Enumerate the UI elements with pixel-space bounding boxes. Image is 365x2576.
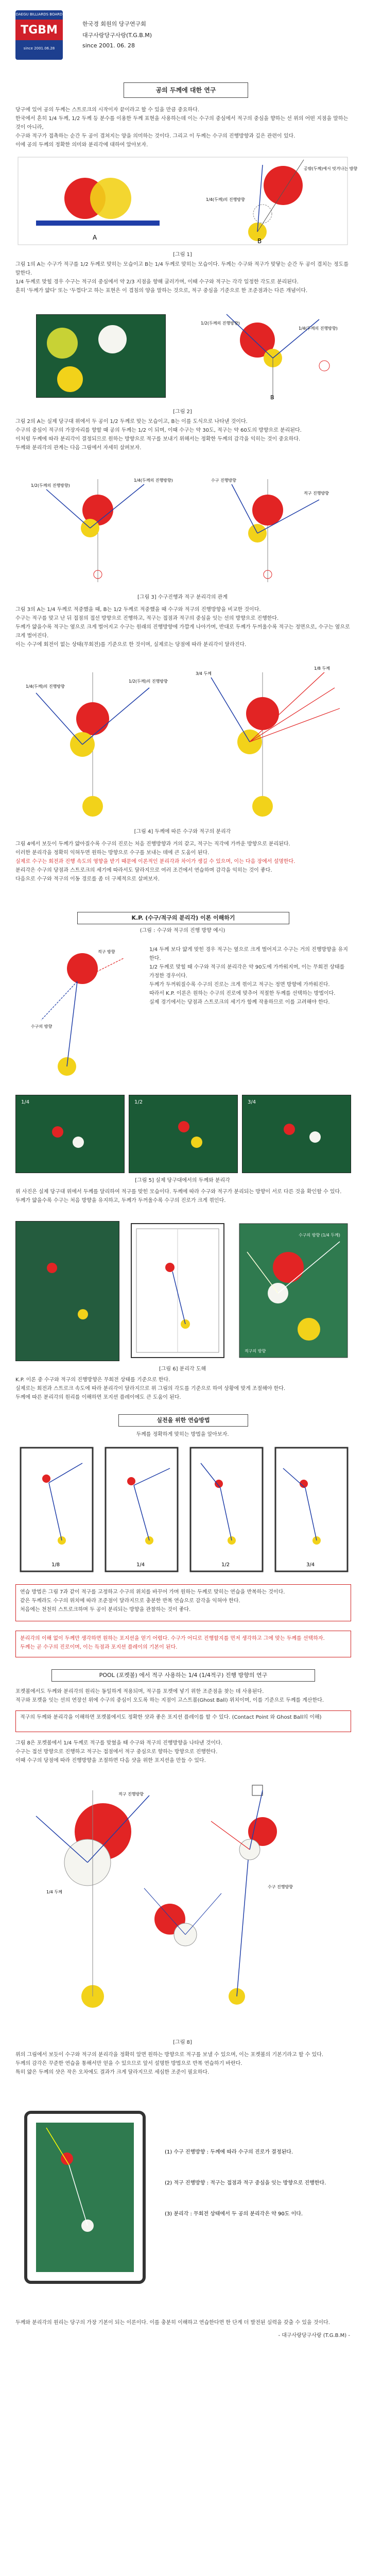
photo-3-white (309, 1131, 321, 1143)
svg-text:수구 진행방향: 수구 진행방향 (268, 1885, 293, 1889)
figure-1 (15, 155, 358, 247)
kp-note-1: 수구의 방향 (31, 1024, 53, 1029)
photo-ball-1 (47, 328, 78, 359)
start-ball-a (82, 796, 103, 817)
photo-2-label: 1/2 (134, 1099, 143, 1105)
red-para-2-line: 두께는 곧 수구의 진로이며, 이는 득점과 포지션 플레이의 기본이 된다. (20, 1645, 178, 1650)
photo-2-yellow (191, 1137, 202, 1148)
header (15, 10, 355, 67)
svg-text:1/2: 1/2 (221, 1562, 230, 1568)
para-11-line: 특히 얇은 두께의 샷은 작은 오차에도 결과가 크게 달라지므로 세심한 조준이 필요하다. (15, 2070, 210, 2075)
para-10-line: 수구는 접선 방향으로 진행하고 적구는 접점에서 적구 중심으로 향하는 방향으로 진행한다. (15, 1749, 218, 1755)
para-4-line: 이는 수구에 회전이 없는 상태(무회전)를 기준으로 한 것이며, 실제로는 당점에 따라 분리각이 달라진다. (15, 642, 247, 648)
para-3-line: 이처럼 두께에 따라 분리각이 결정되므로 원하는 방향으로 적구를 보내기 위해서는 정확한 두께의 감각을 익히는 것이 중요하다. (15, 436, 301, 442)
svg-text:1/4: 1/4 (136, 1562, 145, 1568)
figure-2-caption: [그림 2] (173, 409, 192, 415)
figure-4-note-2: 1/2(두께)의 진행방향 (129, 679, 168, 684)
para-8 (15, 1376, 350, 1402)
red-para-1-line: 같은 두께라도 수구의 위치에 따라 조준점이 달라지므로 충분한 반복 연습으로 감각을 익혀야 한다. (20, 1598, 240, 1604)
svg-text:(2) 적구 진행방향 : 적구는 접점과 적구 중심을 잇: (2) 적구 진행방향 : 적구는 접점과 적구 중심을 잇는 방향으로 진행한다. (165, 2180, 326, 2186)
para-3 (15, 417, 350, 452)
figure-8 (15, 1775, 350, 2032)
photo-1 (15, 1095, 125, 1173)
photo-1-white (73, 1137, 84, 1148)
intro-line: 이에 공의 두께의 정확한 의미와 분리각에 대하여 알아보자. (15, 142, 148, 148)
para-4-line: 수구는 적구를 맞고 난 뒤 접점의 접선 방향으로 진행하고, 적구는 접점과 적구의 중심을 잇는 선의 방향으로 진행한다. (15, 616, 279, 621)
svg-text:1/4 두께: 1/4 두께 (46, 1890, 62, 1894)
figure-3 (15, 464, 350, 587)
para-3-line: 그림 2의 A는 실제 당구대 위에서 두 공이 1/2 두께로 맞는 모습이고, B는 이를 도식으로 나타낸 것이다. (15, 419, 248, 425)
para-4-line: 두께가 얇을수록 적구는 옆으로 크게 벌어지고 수구는 원래의 진행방향에 가깝게 나아가며, 반대로 두께가 두꺼울수록 적구는 정면으로, 수구는 옆으로 크게 벌어진다. (15, 624, 350, 639)
svg-text:1/8: 1/8 (51, 1562, 60, 1568)
figure-3-note-3: 적구 진행방향 (304, 491, 329, 496)
photo-3-label: 3/4 (248, 1099, 256, 1105)
intro-line: 한국에서 흔히 1/4 두께, 1/2 두께 등 분수를 이용한 두께 표현을 사용하는데 이는 수구의 중심에서 적구의 중심을 향하는 선 위의 어떤 지점을 말하는 것이 아니라, (15, 116, 349, 130)
cue-path (41, 981, 77, 1020)
red-ball-b (252, 495, 283, 526)
para-2 (15, 260, 350, 295)
practice-table-4 (275, 1448, 347, 1571)
para-5 (15, 840, 350, 884)
kp-text (149, 945, 350, 1007)
section-pool-title: POOL (포켓볼) 에서 적구 사용하는 1/4 (1/4적구) 진행 방향의 연구 (51, 1669, 315, 1682)
section-kp-title: K.P. (수구/적구의 분리각) 이론 이해하기 (77, 912, 289, 924)
photo-3 (242, 1095, 351, 1173)
photo-1-red (52, 1126, 63, 1138)
para-2-line: 1/4 두께로 맞힐 경우 수구는 적구의 중심에서 약 2/3 지점을 향해 굴러가며, 이때 수구와 적구는 각각 일정한 각도로 분리된다. (15, 279, 299, 285)
figure-3-note-1: 1/4(두께의 진행방향) (134, 478, 173, 483)
org-line-3: since 2001. 06. 28 (82, 42, 135, 49)
final-figure (15, 2092, 350, 2308)
para-4-line: 그림 3의 A는 1/4 두께로 적중했을 때, B는 1/2 두께로 적중했을 때 수구와 적구의 진행방향을 비교한 것이다. (15, 607, 261, 613)
para-5-line: 그림 4에서 보듯이 두께가 얇아질수록 수구의 진로는 처음 진행방향과 거의 같고, 적구는 직각에 가까운 방향으로 분리된다. (15, 841, 290, 847)
para-4 (15, 605, 350, 649)
photos-caption: [그림 5] 실제 당구대에서의 두께와 분리각 (135, 1178, 230, 1183)
para-10-line: 그림 8은 포켓볼에서 1/4 두께로 적구를 맞혔을 때 수구와 적구의 진행방향을 나타낸 것이다. (15, 1740, 222, 1746)
svg-text:(3) 분리각 : 무회전 상태에서 두 공의 분리각은 약: (3) 분리각 : 무회전 상태에서 두 공의 분리각은 약 90도 이다. (165, 2211, 303, 2217)
para-7-line: 위 사진은 실제 당구대 위에서 두께를 달리하여 적구를 맞힌 모습이다. 두께에 따라 수구와 적구가 분리되는 방향이 서로 다른 것을 확인할 수 있다. (15, 1189, 342, 1195)
figure-1-label-b: B (257, 238, 262, 245)
practice-table-3 (190, 1448, 263, 1571)
para-2-line: 그림 1의 A는 수구가 적구를 1/2 두께로 맞히는 모습이고 B는 1/4 두께로 맞히는 모습이다. 두께는 수구와 적구가 맞닿는 순간 두 공이 겹치는 정도를 말한다. (15, 262, 349, 276)
para-9-line: 적구와 포켓을 잇는 선의 연장선 위에 수구의 중심이 오도록 하는 지점이 고스트볼(Ghost Ball) 위치이며, 이를 기준으로 두께를 계산한다. (15, 1698, 324, 1703)
red-para-1-line: 연습 방법은 그림 7과 같이 적구를 고정하고 수구의 위치를 바꾸어 가며 원하는 두께로 맞히는 연습을 반복하는 것이다. (20, 1589, 285, 1595)
kp2-note-2: 적구의 방향 (245, 1349, 266, 1353)
photo-ball-2 (98, 325, 127, 353)
figure-3-caption: [그림 3] 수구진행과 적구 분리각의 관계 (137, 595, 228, 600)
org-info (82, 20, 152, 52)
practice-tables (15, 1443, 350, 1577)
para-2-line: 흔히 '두께가 얇다' 또는 '두껍다'고 하는 표현은 이 겹침의 양을 말하는 것으로, 적구 중심을 기준으로 한 조준점과는 다른 개념이다. (15, 288, 308, 294)
aim-line (67, 981, 77, 1066)
figure-2-diagram (196, 309, 350, 402)
photo-3-red (284, 1124, 295, 1135)
table-red-ball (165, 1263, 175, 1272)
photo-1-label: 1/4 (21, 1099, 30, 1105)
practice-red-box-1 (15, 1584, 351, 1621)
kp-text-line: 실제 경기에서는 당점과 스트로크의 세기가 함께 작용하므로 이를 고려해야 한다. (149, 999, 330, 1005)
club-logo (15, 10, 63, 60)
figure-4-note-1: 1/4(두께)의 진행방향 (26, 684, 65, 689)
pool-red-box (15, 1710, 351, 1732)
photo-2-red (178, 1121, 189, 1132)
section-practice-title: 실전을 위한 연습방법 (118, 1414, 248, 1427)
pool-red-text: 적구의 두께와 분리각을 이해하면 포켓볼에서도 정확한 샷과 좋은 포지션 플레이를 할 수 있다. (Contact Point 와 Ghost Ball의 이해) (20, 1715, 322, 1720)
figure-1-note-a: 공밖(두께)에서 빗겨나는 방향 (304, 166, 358, 171)
figure-2-note-1: 1/4(두께의 진행방향) (299, 326, 338, 331)
figure-2-photo (36, 314, 166, 398)
kp-figure (21, 938, 134, 1082)
svg-text:3/4: 3/4 (306, 1562, 315, 1568)
red-ball-b (264, 166, 303, 205)
table-diagram (129, 1221, 227, 1360)
para-10 (15, 1739, 350, 1765)
closing-signature: - 대구사랑당구사랑 (T.G.B.M) - (278, 2333, 350, 2338)
practice-table-1 (21, 1448, 93, 1571)
intro-line: 수구와 적구가 접촉하는 순간 두 공이 겹쳐지는 양을 의미하는 것이다. 그리고 이 두께는 수구의 진행방향과 깊은 관련이 있다. (15, 133, 296, 139)
org-line-1: 한국경 회원의 당구연구회 (82, 21, 146, 27)
kp-text-line: 1/2 두께로 맞힐 때 수구와 적구의 분리각은 약 90도에 가까워지며, 이는 무회전 상태를 가정한 경우이다. (149, 964, 345, 979)
figure-4-note-3: 1/8 두께 (314, 666, 330, 671)
figure-4-caption: [그림 4] 두께에 따른 수구와 적구의 분리각 (134, 829, 231, 835)
red-ball-a (76, 702, 109, 735)
final-notes (165, 2148, 326, 2217)
red-ball-b (246, 697, 279, 730)
red-ball (67, 953, 98, 984)
para-6-line: 분리각은 수구의 당점과 스트로크의 세기에 따라서도 달라지므로 여러 조건에서 연습하며 감각을 익히는 것이 좋다. (15, 868, 272, 873)
intro-line: 당구에 있어 공의 두께는 스트로크의 시작이자 끝이라고 할 수 있을 만큼 중요하다. (15, 107, 199, 113)
figure-1-label-a: A (93, 234, 97, 241)
table-photo-yellow (78, 1309, 88, 1319)
cloth (239, 1224, 347, 1358)
figure-8-center-balls (144, 1888, 221, 1946)
org-line-2: 대구사랑당구사랑(T.G.B.M) (82, 32, 152, 39)
para-5-red-line: 실제로 수구는 회전과 진행 속도의 영향을 받기 때문에 이론적인 분리각과 차이가 생길 수 있으며, 이는 다음 장에서 설명한다. (15, 859, 296, 865)
para-7-line: 두께가 얇을수록 수구는 처음 방향을 유지하고, 두께가 두꺼울수록 수구의 진로가 크게 꺾인다. (15, 1198, 226, 1204)
figure-4 (15, 657, 350, 822)
closing-line: 두께와 분리각의 원리는 당구의 가장 기본이 되는 이론이다. 이를 충분히 이해하고 연습한다면 한 단계 더 발전된 실력을 갖출 수 있을 것이다. (15, 2320, 330, 2326)
figure-2-label-b: B (270, 394, 274, 401)
kp-diagram-2 (237, 1221, 350, 1360)
start-ball-b (252, 796, 273, 817)
figure-4-note-4: 3/4 두께 (196, 671, 212, 676)
para-8-line: 실제로는 회전과 스트로크 속도에 따라 분리각이 달라지므로 위 그림의 각도를 기준으로 하여 상황에 맞게 조절해야 한다. (15, 1386, 286, 1392)
kp-note-2: 적구 방향 (98, 950, 115, 954)
red-para-2-line: 분리각의 이해 없이 두께만 생각하면 원하는 포지션을 얻기 어렵다. 수구가 어디로 진행할지를 먼저 생각하고 그에 맞는 두께를 선택하자. (20, 1636, 325, 1641)
section-kp-subtitle: (그림 : 수구와 적구의 진행 방향 예시) (140, 928, 225, 934)
figure-1-note-b: 1/4(두께)의 진행방향 (206, 197, 245, 202)
table-figure-caption: [그림 6] 분리각 도해 (159, 1366, 206, 1372)
para-11-line: 두께의 감각은 꾸준한 연습을 통해서만 얻을 수 있으므로 앞서 설명한 방법으로 반복 연습하기 바란다. (15, 2061, 242, 2066)
para-3-line: 수구의 중심이 적구의 가장자리를 향할 때 공의 두께는 1/2 이 되며, 이때 수구는 약 30도, 적구는 약 60도의 방향으로 분리된다. (15, 428, 302, 433)
practice-red-text-1 (20, 1588, 346, 1614)
para-10-line: 이때 수구의 당점에 따라 진행방향을 조절하면 다음 샷을 위한 포지션을 만들 수 있다. (15, 1758, 206, 1764)
target-mark (319, 361, 329, 371)
practice-subtitle: 두께를 정확하게 맞히는 방법을 알아보자. (136, 1432, 229, 1437)
path-a-2 (36, 693, 82, 744)
figure-8-left (36, 1790, 149, 2008)
para-7 (15, 1188, 350, 1205)
figure-8-right (211, 1785, 293, 2005)
path-b-4 (211, 677, 250, 742)
practice-red-box-2 (15, 1631, 351, 1657)
para-5-line: 이러한 분리각을 정확히 익혀두면 원하는 방향으로 수구를 보내는 데에 큰 도움이 된다. (15, 850, 210, 856)
table-photo (15, 1221, 119, 1361)
kp-text-line: 따라서 K.P. 이론은 원하는 수구의 진로에 맞추어 적절한 두께를 선택하는 방법이다. (149, 991, 336, 996)
kp2-note-1: 수구의 방향 (1/4 두께) (299, 1233, 340, 1238)
svg-text:(1) 수구 진행방향 : 두께에 따라 수구의 진로가 결: (1) 수구 진행방향 : 두께에 따라 수구의 진로가 결정된다. (165, 2149, 293, 2155)
cushion-a (36, 221, 160, 226)
figure-2-note-2: 1/2(두께의 진행방향) (201, 321, 240, 326)
para-8-line: K.P. 이론 중 수구와 적구의 진행방향은 무회전 상태를 기준으로 한다. (15, 1377, 170, 1383)
kp-text-line: 두께가 두꺼워질수록 수구의 진로는 크게 꺾이고 적구는 정면 방향에 가까워진다. (149, 982, 330, 988)
figure-3-note-2: 1/2(두께의 진행방향) (31, 483, 70, 488)
red-ball (273, 1252, 304, 1283)
red-para-1-line: 처음에는 천천히 스트로크하며 두 공이 분리되는 방향을 관찰하는 것이 좋다. (20, 1607, 191, 1613)
svg-text:적구 진행방향: 적구 진행방향 (118, 1792, 144, 1797)
yellow-ball (298, 1318, 320, 1341)
figure-1-caption: [그림 1] (173, 252, 192, 258)
practice-red-text-2 (20, 1634, 346, 1652)
aim-line-b (257, 165, 263, 232)
page-title: 공의 두께에 대한 연구 (124, 82, 248, 98)
para-3-line: 두께와 분리각의 관계는 다음 그림에서 자세히 살펴보자. (15, 445, 142, 451)
practice-table-2 (106, 1448, 178, 1571)
closing-text (15, 2318, 350, 2340)
para-11 (15, 2050, 350, 2077)
intro-text (15, 106, 350, 149)
kp-text-line: 1/4 두께 보다 얇게 맞힌 경우 적구는 옆으로 크게 벌어지고 수구는 거의 진행방향을 유지한다. (149, 947, 348, 961)
para-9 (15, 1687, 350, 1705)
final-table (26, 2112, 144, 2282)
figure-8-caption: [그림 8] (173, 2040, 192, 2045)
yellow-ball-a (90, 178, 131, 219)
para-8-line: 두께에 따른 분리각의 원리를 이해하면 포지션 플레이에도 큰 도움이 된다. (15, 1395, 181, 1400)
table-photo-red (47, 1263, 57, 1273)
para-11-line: 위의 그림에서 보듯이 수구와 적구의 분리각을 정확히 알면 원하는 방향으로 적구를 보낼 수 있으며, 이는 포켓볼의 기본기라고 할 수 있다. (15, 2052, 324, 2058)
object-line (273, 319, 319, 358)
figure-3-note-4: 수구 진행방향 (211, 478, 236, 483)
para-9-line: 포켓볼에서도 두께와 분리각의 원리는 동일하게 적용되며, 적구를 포켓에 넣기 위한 조준점을 찾는 데 사용된다. (15, 1689, 264, 1694)
logo-bottom-text: since 2001.06.28 (23, 46, 55, 50)
photo-2 (129, 1095, 238, 1173)
photo-ball-3 (57, 366, 83, 392)
para-6-line: 다음으로 수구와 적구의 이동 경로를 좀 더 구체적으로 살펴보자. (15, 876, 160, 882)
logo-top-text: DAEGU BILLIARDS BOARD (15, 12, 63, 16)
logo-text: TGBM (21, 24, 58, 37)
